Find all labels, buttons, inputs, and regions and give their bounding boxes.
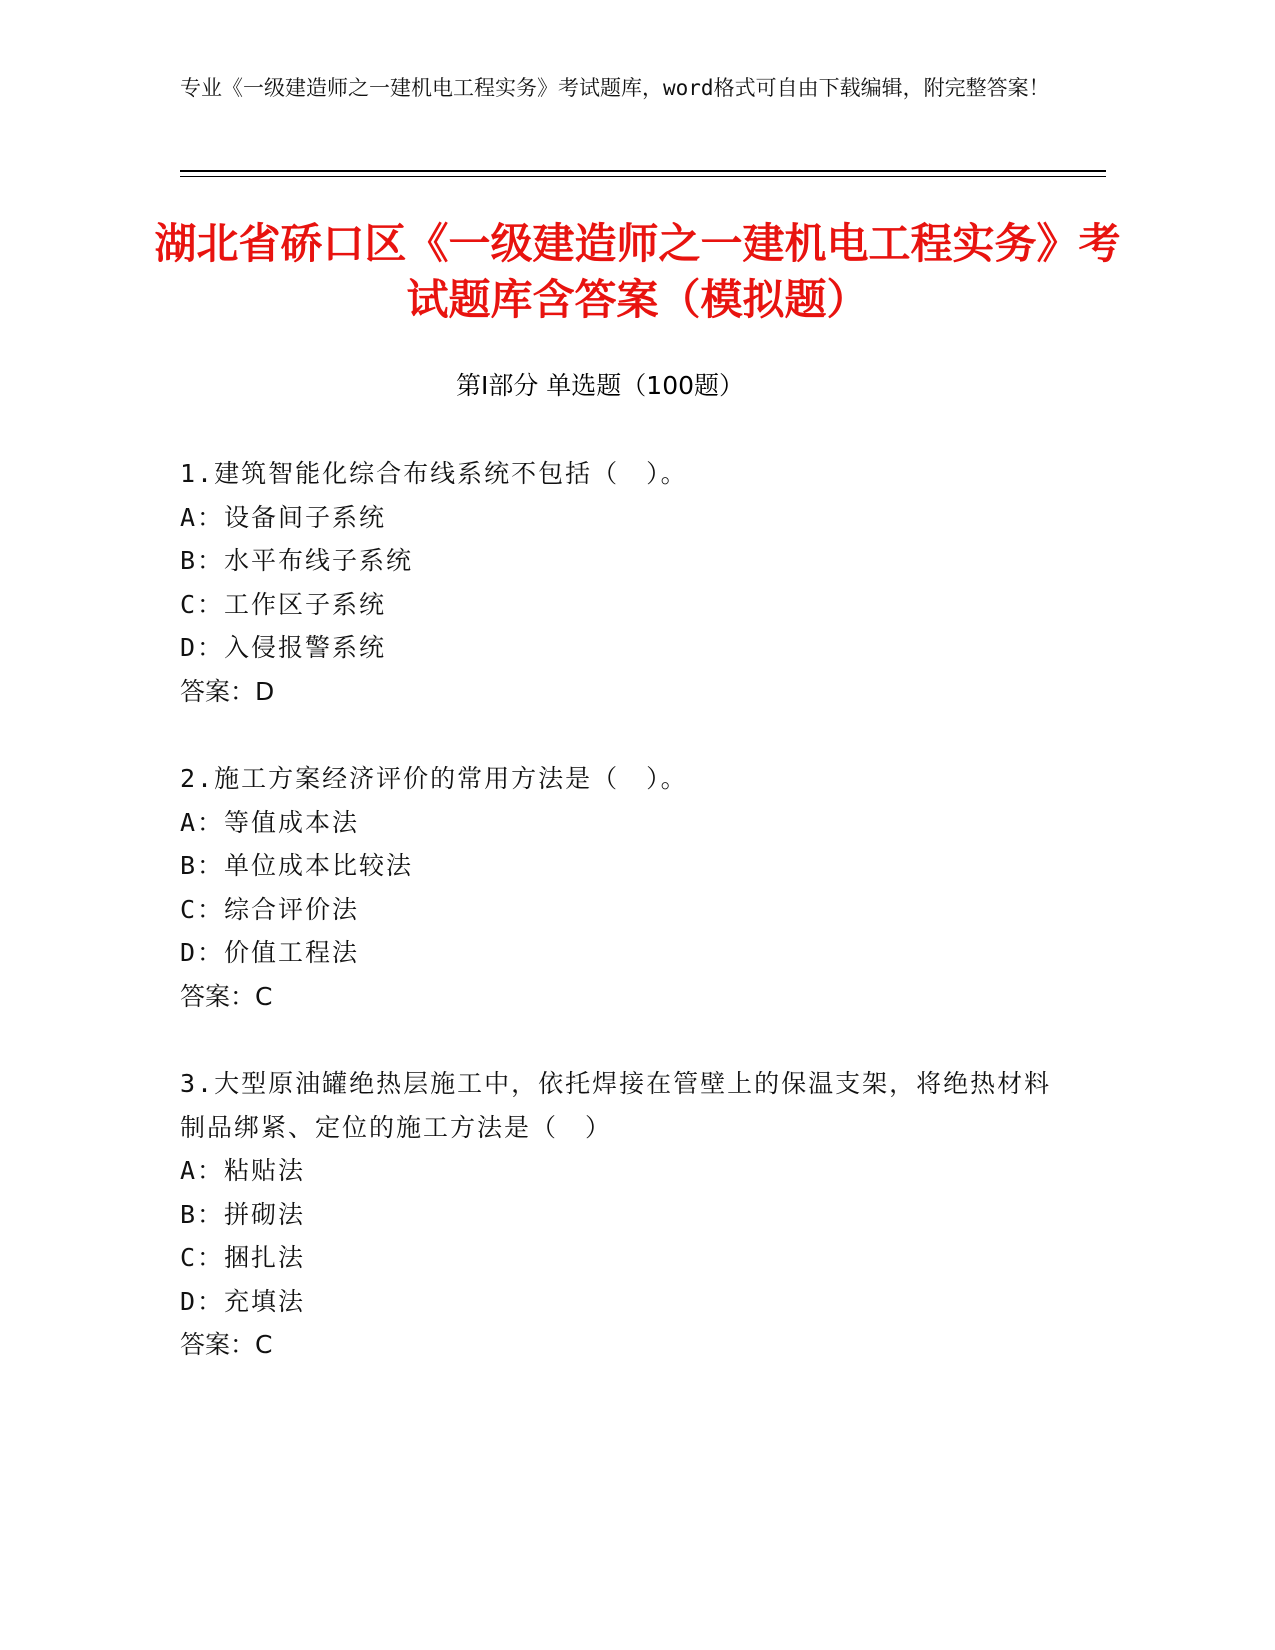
answer: 答案：D <box>180 676 275 706</box>
header-divider-thin <box>180 176 1106 177</box>
answer: 答案：C <box>180 981 273 1011</box>
question-3 <box>180 1062 1060 1367</box>
option-c: C：综合评价法 <box>180 894 360 924</box>
option-d: D：入侵报警系统 <box>180 633 387 662</box>
header-note: 专业《一级建造师之一建机电工程实务》考试题库，word格式可自由下载编辑，附完整答案！ <box>180 76 1050 100</box>
document-title: 湖北省硚口区《一级建造师之一建机电工程实务》考试题库含答案（模拟题） <box>154 219 1121 324</box>
question-stem: 2.施工方案经济评价的常用方法是（ ）。 <box>180 764 688 793</box>
option-c: C：工作区子系统 <box>180 589 387 619</box>
option-a: A：设备间子系统 <box>180 502 387 532</box>
answer: 答案：C <box>180 1330 273 1359</box>
question-stem: 3.大型原油罐绝热层施工中，依托焊接在管壁上的保温支架，将绝热材料制品绑紧、定位的施工方法是（ ） <box>180 1069 1052 1142</box>
question-stem: 1.建筑智能化综合布线系统不包括（ ）。 <box>180 459 688 488</box>
section-title: 第Ⅰ部分 单选题（100题） <box>455 371 745 400</box>
option-d: D：价值工程法 <box>180 938 360 967</box>
option-a: A：粘贴法 <box>180 1156 306 1185</box>
question-1 <box>180 452 1060 713</box>
option-c: C：捆扎法 <box>180 1243 306 1272</box>
option-d: D：充填法 <box>180 1286 306 1316</box>
question-2 <box>180 757 1060 1018</box>
option-b: B：单位成本比较法 <box>180 851 414 880</box>
option-a: A：等值成本法 <box>180 807 360 837</box>
option-b: B：水平布线子系统 <box>180 546 414 575</box>
option-b: B：拼砌法 <box>180 1199 306 1229</box>
header-divider-thick <box>180 170 1106 172</box>
